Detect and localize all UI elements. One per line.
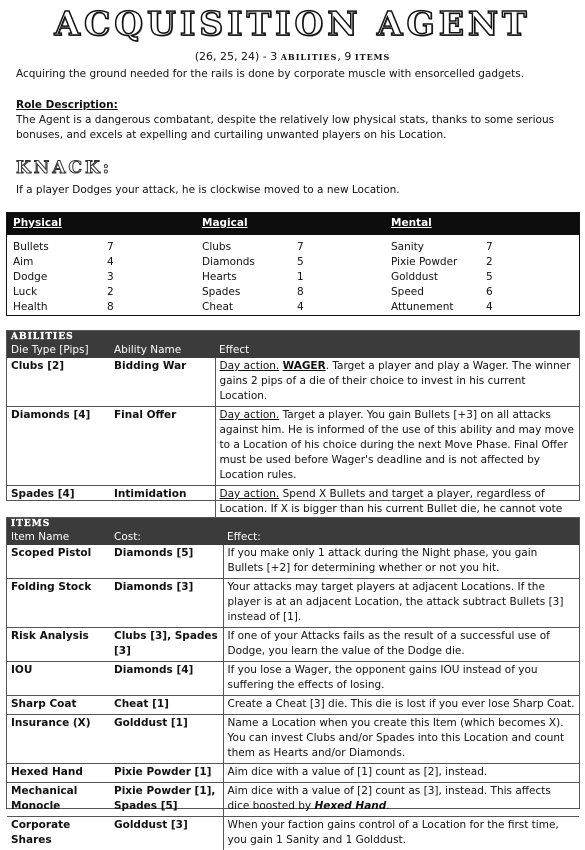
stat-value: 8 [107, 301, 114, 316]
item-cost: Pixie Powder [1] [110, 764, 223, 783]
items-table [6, 517, 580, 809]
stat-value: 2 [107, 286, 114, 301]
subtitle-items: ITEMS [355, 52, 390, 62]
item-name: Sharp Coat [7, 696, 110, 715]
ability-action: Day action. [220, 409, 280, 421]
ability-die: Clubs [2] [7, 358, 110, 407]
stat-name: Hearts [202, 271, 237, 286]
ability-name: Bidding War [110, 358, 215, 407]
subtitle [0, 50, 585, 64]
knack-heading: KNACK: [16, 158, 112, 178]
item-cost: Diamonds [3] [110, 579, 223, 628]
intro-text: Acquiring the ground needed for the rails is done by corporate muscle with ensorcelled gadgets. [16, 67, 575, 82]
abilities-table [6, 330, 580, 501]
item-effect-text: Your attacks may target players at adjacent Locations. If the player is at an adjacent Location, the attack subtract Bullets [3] instead of [1]. [228, 581, 564, 623]
ability-effect-text: Target a player. You gain Bullets [+3] on all attacks against him. He is informed of the use of this ability and may move to a Location of his choice during the next Move Phase. Final Offer must be used before Wager's deadline and is not affected by Location rules. [220, 409, 575, 481]
stat-name: Cheat [202, 301, 233, 316]
stat-value: 5 [486, 271, 493, 286]
item-row [7, 783, 579, 817]
ability-die: Diamonds [4] [7, 407, 110, 486]
item-name: Corporate Shares [7, 817, 110, 850]
items-heading: ITEMS [7, 518, 579, 531]
item-effect [223, 662, 579, 696]
stats-header [7, 213, 579, 235]
stat-value: 6 [486, 286, 493, 301]
subtitle-separator: , 9 [337, 50, 355, 63]
ability-effect-text: . Target a player and play a Wager. The winner gains 2 pips of a die of their choice to invest in his current Location. [220, 360, 571, 402]
item-effect [223, 579, 579, 628]
item-name: Mechanical Monocle [7, 783, 110, 817]
item-cost: Diamonds [5] [110, 545, 223, 579]
stats-table [6, 212, 580, 316]
stat-value: 4 [107, 256, 114, 271]
stat-value: 2 [486, 256, 493, 271]
role-heading: Role Description: [16, 98, 575, 113]
stat-name: Health [13, 301, 47, 316]
stat-name: Attunement [391, 301, 453, 316]
item-row [7, 817, 579, 850]
stats-header-physical: Physical [13, 217, 62, 229]
item-effect-text: Aim dice with a value of [1] count as [2], instead. [228, 766, 488, 778]
stat-value: 7 [486, 241, 493, 256]
stat-value: 4 [486, 301, 493, 316]
stat-name: Sanity [391, 241, 424, 256]
item-row [7, 696, 579, 715]
item-effect [223, 783, 579, 817]
role-text: The Agent is a dangerous combatant, despite the relatively low physical stats, thanks to some serious bonuses, and excels at expelling and curtailing unwanted players on his Location. [16, 113, 575, 143]
abilities-header [7, 331, 579, 358]
abilities-col-die: Die Type [Pips] [11, 344, 89, 356]
ability-row [7, 407, 579, 486]
stat-value: 3 [107, 271, 114, 286]
item-row [7, 579, 579, 628]
ability-effect [215, 407, 579, 486]
item-effect-text: When your faction gains control of a Location for the first time, you gain 1 Sanity and 1 Golddust. [228, 819, 559, 846]
ability-row [7, 358, 579, 407]
page-title: ACQUISITION AGENT [0, 0, 585, 50]
item-row [7, 662, 579, 696]
stat-value: 7 [107, 241, 114, 256]
item-name: Risk Analysis [7, 628, 110, 662]
item-effect [223, 817, 579, 850]
stat-name: Spades [202, 286, 240, 301]
ability-effect [215, 358, 579, 407]
items-col-cost: Cost: [114, 531, 141, 543]
item-cost: Golddust [3] [110, 817, 223, 850]
item-effect-tail: . [386, 800, 389, 812]
ability-effect-text: Spend X Bullets and target a player, regardless of Location. If X is bigger than his current Bullet die, he cannot vote [220, 488, 563, 530]
stat-name: Dodge [13, 271, 47, 286]
item-effect-emphasis: Hexed Hand [314, 800, 386, 812]
item-name: IOU [7, 662, 110, 696]
knack-text: If a player Dodges your attack, he is clockwise moved to a new Location. [16, 183, 575, 198]
ability-name: Final Offer [110, 407, 215, 486]
stats-header-mental: Mental [391, 217, 432, 229]
stat-value: 7 [297, 241, 304, 256]
ability-action: Day action. [220, 360, 280, 372]
item-effect-text: Create a Cheat [3] die. This die is lost if you ever lose Sharp Coat. [228, 698, 575, 710]
item-name: Folding Stock [7, 579, 110, 628]
stat-value: 4 [297, 301, 304, 316]
item-cost: Pixie Powder [1], Spades [5] [110, 783, 223, 817]
item-cost: Golddust [1] [110, 715, 223, 764]
item-name: Hexed Hand [7, 764, 110, 783]
items-col-effect: Effect: [227, 531, 261, 543]
item-row [7, 764, 579, 783]
stat-name: Pixie Powder [391, 256, 457, 271]
item-row [7, 545, 579, 579]
ability-die: Spades [4] [7, 486, 110, 535]
stat-name: Golddust [391, 271, 438, 286]
ability-keyword: WAGER [283, 360, 326, 372]
stat-name: Clubs [202, 241, 231, 256]
item-cost: Diamonds [4] [110, 662, 223, 696]
item-cost: Clubs [3], Spades [3] [110, 628, 223, 662]
ability-name: Intimidation [110, 486, 215, 535]
item-row [7, 715, 579, 764]
stat-value: 5 [297, 256, 304, 271]
stat-name: Aim [13, 256, 33, 271]
subtitle-numbers: (26, 25, 24) - 3 [195, 50, 281, 63]
abilities-col-name: Ability Name [114, 344, 181, 356]
abilities-heading: ABILITIES [7, 331, 579, 344]
item-effect-text: If you lose a Wager, the opponent gains IOU instead of you suffering the effects of losing. [228, 664, 538, 691]
item-effect-text: Aim dice with a value of [2] count as [3], instead. This affects dice boosted by [228, 785, 551, 812]
item-effect [223, 545, 579, 579]
item-effect-text: If you make only 1 attack during the Night phase, you gain Bullets [+2] for determining whether or not you hit. [228, 547, 538, 574]
item-name: Insurance (X) [7, 715, 110, 764]
ability-action: Day action. [220, 488, 280, 500]
stat-name: Bullets [13, 241, 49, 256]
item-name: Scoped Pistol [7, 545, 110, 579]
item-effect [223, 764, 579, 783]
stat-value: 8 [297, 286, 304, 301]
items-col-name: Item Name [11, 531, 69, 543]
item-effect [223, 715, 579, 764]
stat-value: 1 [297, 271, 304, 286]
subtitle-abilities: ABILITIES [281, 52, 338, 62]
abilities-col-effect: Effect [219, 344, 249, 356]
item-row [7, 628, 579, 662]
stat-name: Luck [13, 286, 37, 301]
items-header [7, 518, 579, 545]
item-cost: Cheat [1] [110, 696, 223, 715]
stat-name: Speed [391, 286, 424, 301]
stat-name: Diamonds [202, 256, 255, 271]
item-effect-text: Name a Location when you create this Item (which becomes X). You can invest Clubs and/or Spades into this Location and count them as Hearts and/or Diamonds. [228, 717, 565, 759]
stats-header-magical: Magical [202, 217, 248, 229]
item-effect [223, 628, 579, 662]
item-effect [223, 696, 579, 715]
item-effect-text: If one of your Attacks fails as the result of a successful use of Dodge, you learn the value of the Dodge die. [228, 630, 550, 657]
